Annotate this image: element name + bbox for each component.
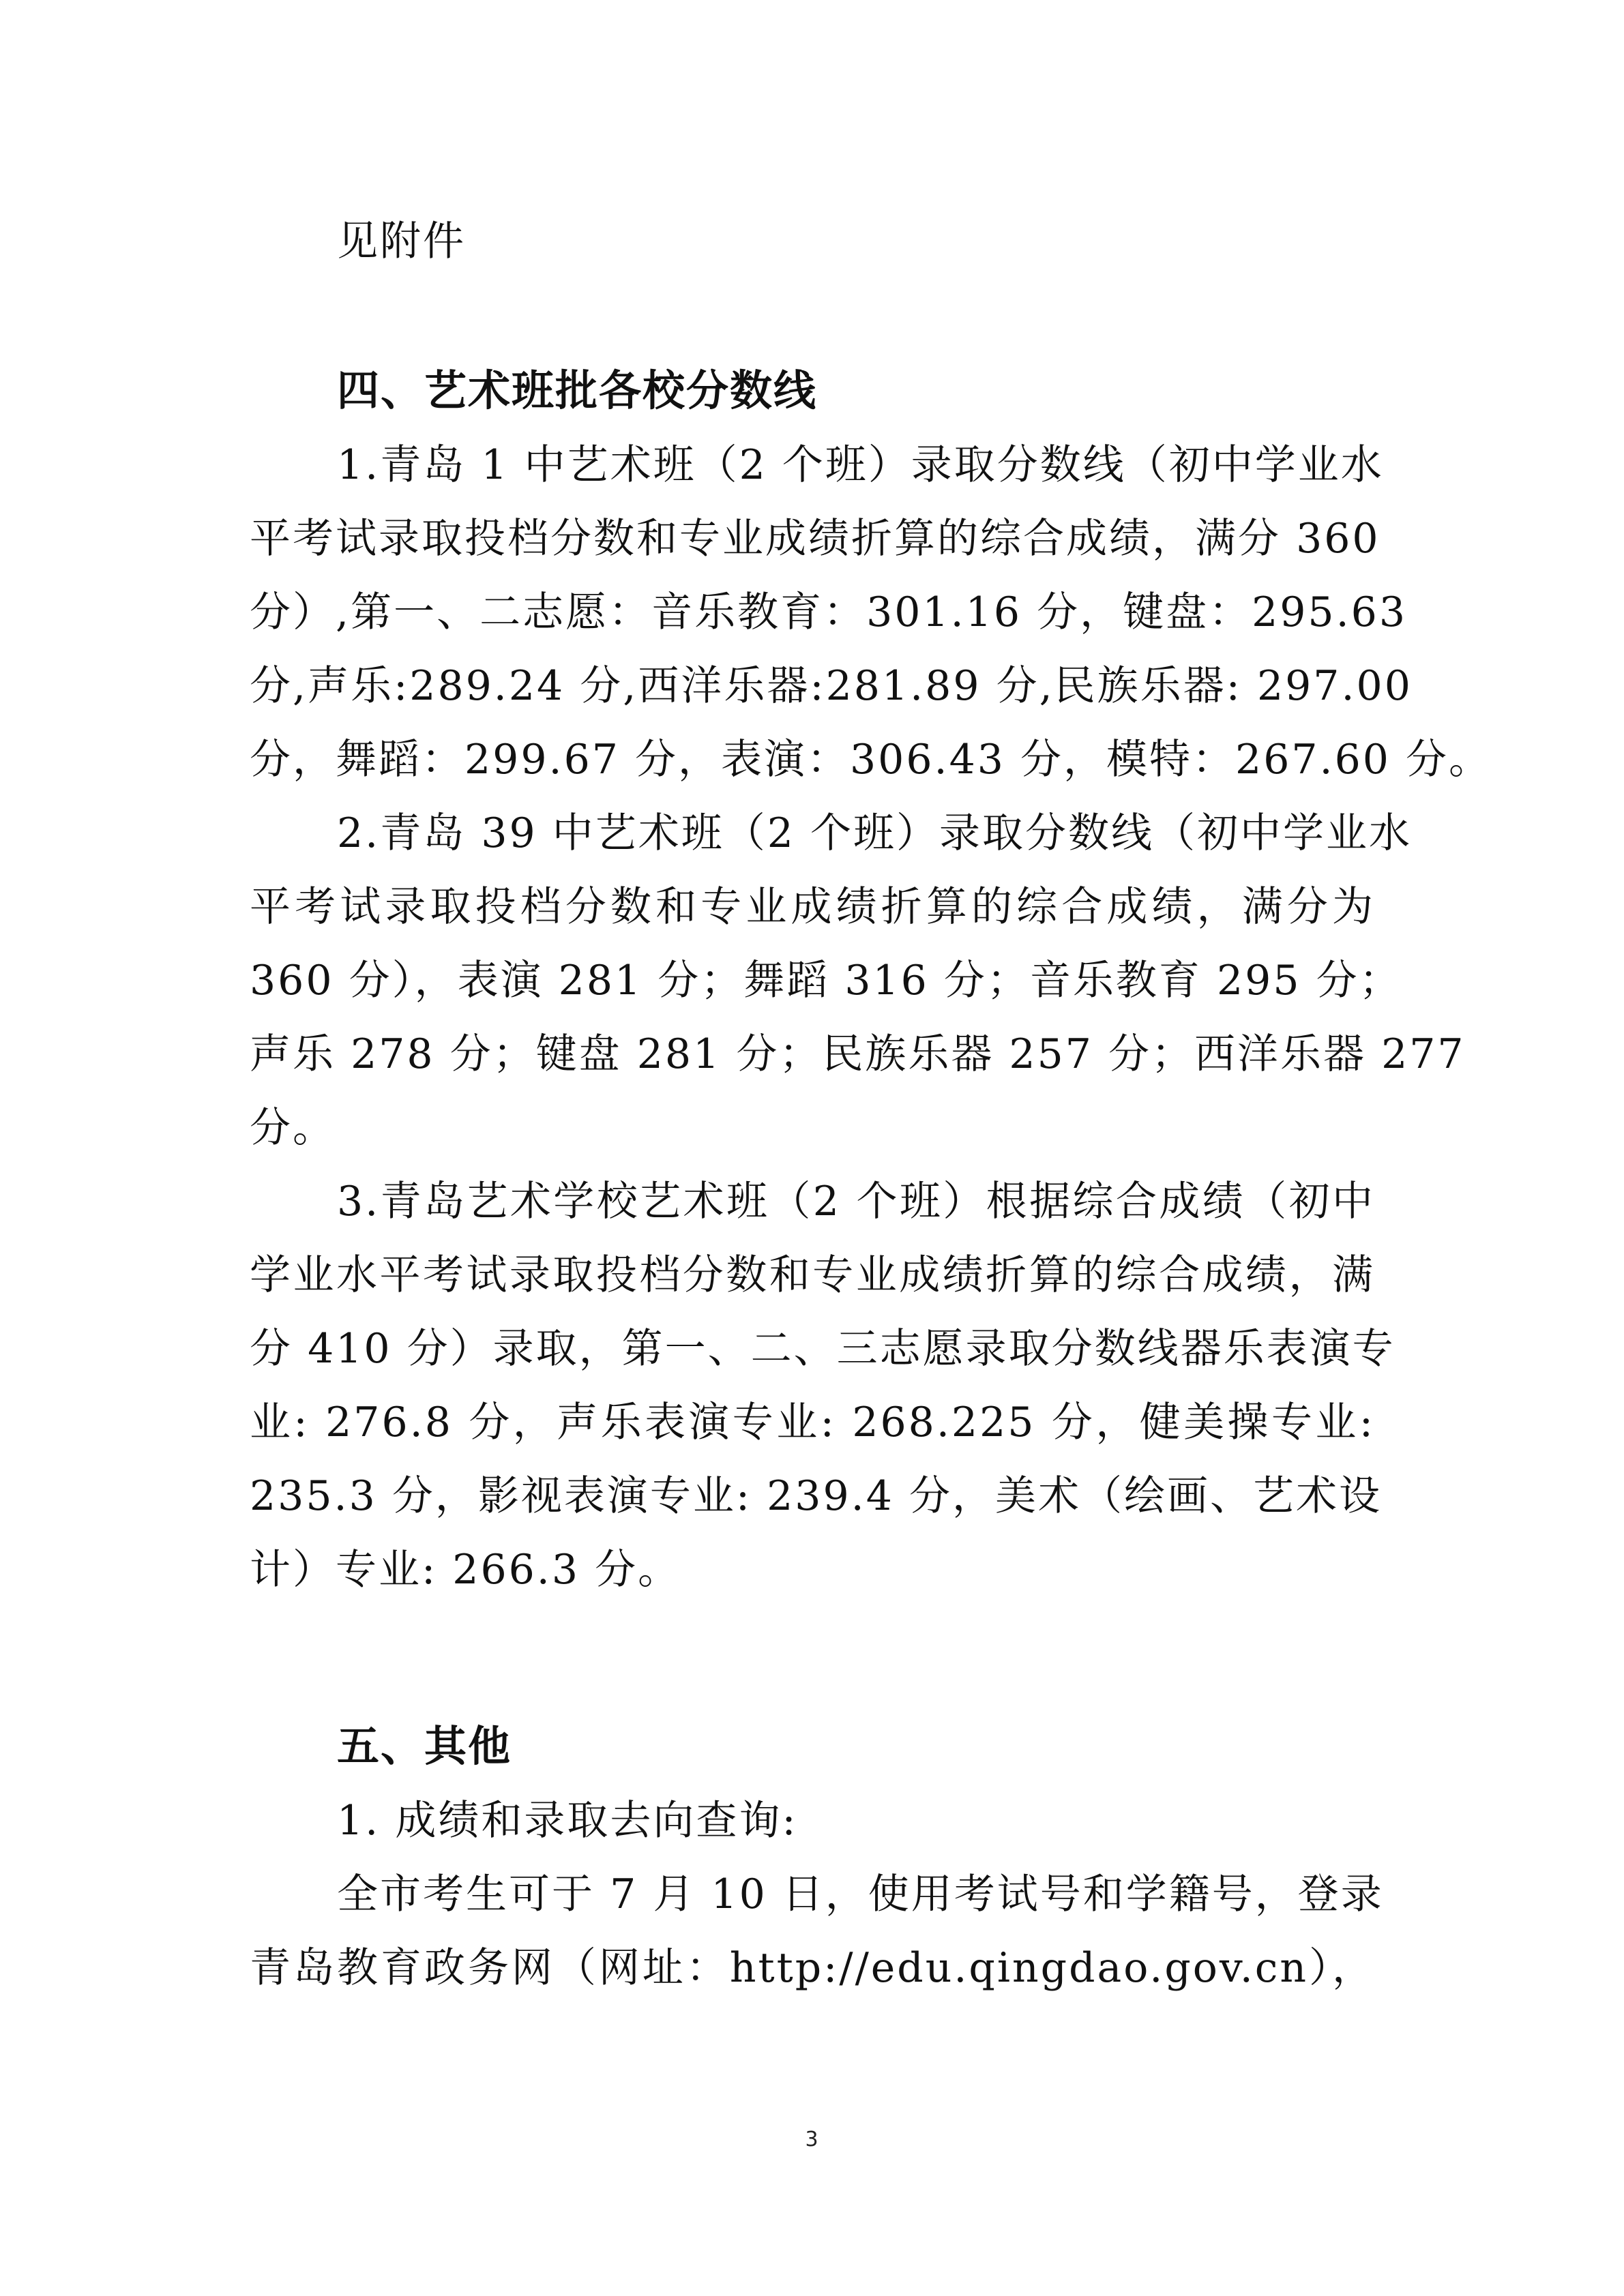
paragraph-line: 2.青岛 39 中艺术班（2 个班）录取分数线（初中学业水 — [337, 809, 1412, 857]
paragraph-line: 平考试录取投档分数和专业成绩折算的综合成绩，满分为 — [250, 883, 1375, 931]
paragraph-line: 学业水平考试录取投档分数和专业成绩折算的综合成绩，满 — [250, 1251, 1375, 1299]
section-4-heading: 四、艺术班批各校分数线 — [337, 366, 818, 415]
section-5-paragraph — [250, 1858, 1384, 2005]
document-body — [250, 205, 1492, 2005]
paragraph-line: 235.3 分，影视表演专业: 239.4 分，美术（绘画、艺术设 — [250, 1472, 1382, 1520]
attachment-note: 见附件 — [337, 218, 466, 265]
paragraph-line: 声乐 278 分；键盘 281 分；民族乐器 257 分；西洋乐器 277 — [250, 1030, 1466, 1078]
section-4-item-1 — [250, 428, 1492, 796]
paragraph-line: 计）专业: 266.3 分。 — [250, 1546, 681, 1594]
paragraph-line: 业: 276.8 分，声乐表演专业: 268.225 分，健美操专业: — [250, 1399, 1375, 1446]
section-4-item-3 — [250, 1165, 1396, 1607]
paragraph-line: 分）,第一、二志愿：音乐教育：301.16 分，键盘：295.63 — [250, 588, 1408, 636]
section-5-item-1-label: 1. 成绩和录取去向查询: — [337, 1797, 798, 1845]
section-4-item-2 — [250, 796, 1466, 1165]
spacer — [250, 278, 1375, 353]
spacer — [250, 1607, 1375, 1709]
paragraph-line: 分,声乐:289.24 分,西洋乐器:281.89 分,民族乐器: 297.00 — [250, 662, 1413, 710]
paragraph-line: 分 410 分）录取，第一、二、三志愿录取分数线器乐表演专 — [250, 1325, 1396, 1373]
paragraph-line: 平考试录取投档分数和专业成绩折算的综合成绩，满分 360 — [250, 515, 1381, 563]
page-number: 3 — [805, 2128, 818, 2151]
paragraph-line: 分，舞蹈：299.67 分，表演：306.43 分，模特：267.60 分。 — [250, 736, 1492, 784]
paragraph-line: 全市考生可于 7 月 10 日，使用考试号和学籍号，登录 — [337, 1870, 1384, 1918]
paragraph-line: 青岛教育政务网（网址：http://edu.qingdao.gov.cn）， — [250, 1944, 1375, 1992]
paragraph-line: 1.青岛 1 中艺术班（2 个班）录取分数线（初中学业水 — [337, 441, 1384, 489]
paragraph-line: 360 分），表演 281 分；舞蹈 316 分；音乐教育 295 分； — [250, 957, 1402, 1004]
section-5-heading: 五、其他 — [337, 1721, 512, 1771]
paragraph-line: 分。 — [250, 1104, 336, 1152]
paragraph-line: 3.青岛艺术学校艺术班（2 个班）根据综合成绩（初中 — [337, 1178, 1375, 1225]
